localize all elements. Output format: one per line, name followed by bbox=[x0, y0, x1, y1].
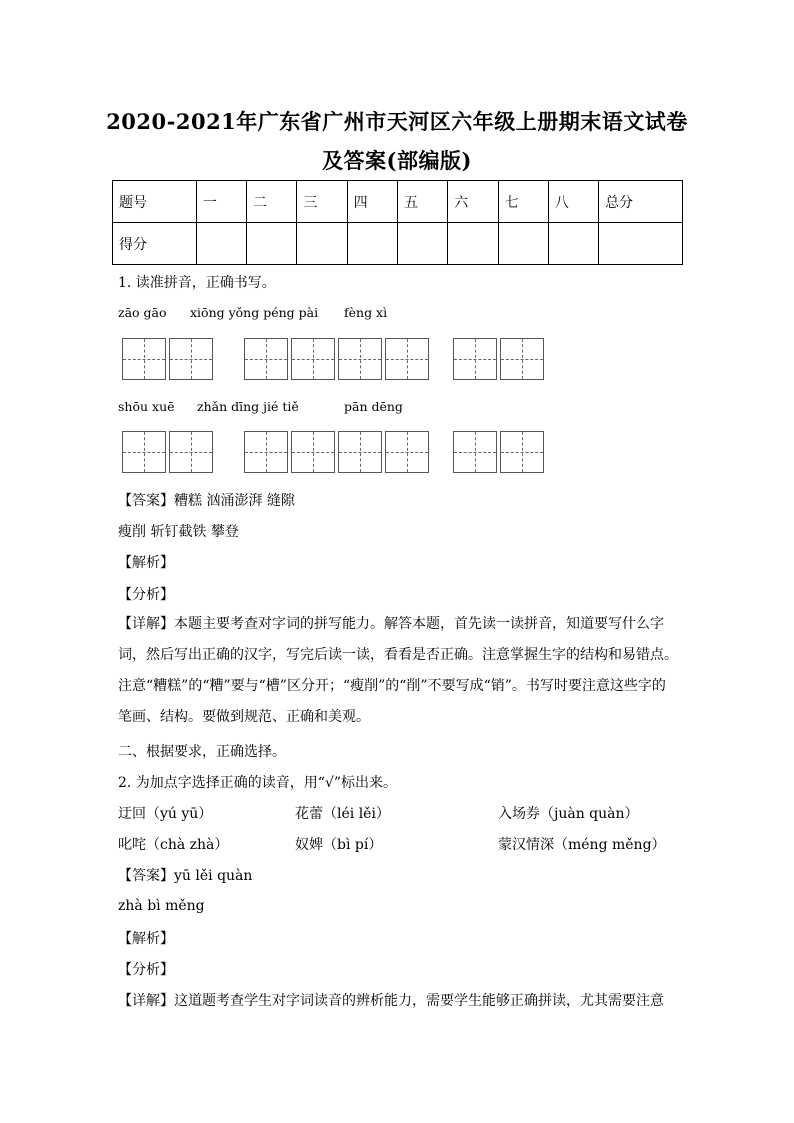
q2-option: 迂回（yú yū） bbox=[118, 806, 213, 822]
score-cell[interactable] bbox=[498, 223, 548, 265]
section-2-heading: 二、根据要求，正确选择。 bbox=[118, 744, 286, 760]
q2-fenxi-label: 【分析】 bbox=[118, 962, 174, 978]
score-header-cell: 八 bbox=[548, 181, 598, 223]
score-row-label: 得分 bbox=[113, 223, 197, 265]
q2-answer: 【答案】yū lěi quàn bbox=[118, 868, 253, 884]
pinyin-label: shōu xuē bbox=[118, 399, 175, 414]
writing-box[interactable] bbox=[338, 338, 382, 380]
q2-option: 蒙汉情深（méng měng） bbox=[498, 837, 666, 853]
score-cell[interactable] bbox=[196, 223, 246, 265]
score-table-score-row bbox=[113, 223, 683, 265]
score-cell[interactable] bbox=[397, 223, 447, 265]
q1-detail: 【详解】本题主要考查对字词的拼写能力。解答本题，首先读一读拼音，知道要写什么字词，然后写出正确的汉字，写完后读一读，看看是否正确。注意掌握生字的结构和易错点。注意“糟糕”的“糟”要与“槽”区分开；“瘦削”的“削”不要写成“销”。书写时要注意这些字的笔画、结构。要做到规范、正确和美观。 bbox=[118, 616, 678, 725]
writing-box[interactable] bbox=[244, 338, 288, 380]
q2-prompt: 2. 为加点字选择正确的读音，用“√”标出来。 bbox=[118, 775, 398, 791]
q1-analysis-label: 【解析】 bbox=[118, 555, 174, 571]
q1-prompt: 1. 读准拼音，正确书写。 bbox=[118, 275, 276, 291]
writing-box[interactable] bbox=[169, 338, 213, 380]
writing-box[interactable] bbox=[385, 431, 429, 473]
q1-fenxi-label: 【分析】 bbox=[118, 587, 174, 603]
writing-box[interactable] bbox=[453, 338, 497, 380]
score-header-cell: 题号 bbox=[113, 181, 197, 223]
writing-box[interactable] bbox=[453, 431, 497, 473]
score-header-cell: 总分 bbox=[599, 181, 683, 223]
q2-option: 叱咤（chà zhà） bbox=[118, 837, 229, 853]
writing-box[interactable] bbox=[122, 431, 166, 473]
q2-option: 奴婢（bì pí） bbox=[295, 837, 383, 853]
writing-box[interactable] bbox=[169, 431, 213, 473]
score-header-cell: 五 bbox=[397, 181, 447, 223]
writing-box[interactable] bbox=[291, 431, 335, 473]
pinyin-label: zāo gāo bbox=[118, 305, 167, 320]
writing-box[interactable] bbox=[500, 431, 544, 473]
q2-detail: 【详解】这道题考查学生对字词读音的辨析能力，需要学生能够正确拼读，尤其需要注意 bbox=[118, 993, 664, 1009]
writing-box[interactable] bbox=[122, 338, 166, 380]
q2-answer-cont: zhà bì měng bbox=[118, 898, 205, 914]
score-header-cell: 一 bbox=[196, 181, 246, 223]
score-header-cell: 四 bbox=[347, 181, 397, 223]
score-header-cell: 六 bbox=[448, 181, 498, 223]
q2-option: 入场券（juàn quàn） bbox=[498, 806, 639, 822]
q1-answer: 【答案】糟糕 汹涌澎湃 缝隙 bbox=[118, 493, 295, 509]
document-subtitle: 及答案(部编版) bbox=[322, 148, 472, 173]
q1-answer-cont: 瘦削 斩钉截铁 攀登 bbox=[118, 524, 239, 540]
writing-box[interactable] bbox=[291, 338, 335, 380]
score-table bbox=[112, 180, 683, 265]
score-cell[interactable] bbox=[548, 223, 598, 265]
writing-box[interactable] bbox=[385, 338, 429, 380]
pinyin-label: fèng xì bbox=[344, 305, 388, 320]
q2-analysis-label: 【解析】 bbox=[118, 931, 174, 947]
score-cell[interactable] bbox=[297, 223, 347, 265]
writing-box[interactable] bbox=[338, 431, 382, 473]
score-cell[interactable] bbox=[448, 223, 498, 265]
pinyin-label: xiōng yǒng péng pài bbox=[190, 305, 319, 320]
score-cell[interactable] bbox=[247, 223, 297, 265]
score-header-cell: 三 bbox=[297, 181, 347, 223]
writing-box[interactable] bbox=[244, 431, 288, 473]
score-header-cell: 七 bbox=[498, 181, 548, 223]
score-header-cell: 二 bbox=[247, 181, 297, 223]
writing-box[interactable] bbox=[500, 338, 544, 380]
q2-option: 花蕾（léi lěi） bbox=[295, 806, 390, 822]
document-title: 2020-2021年广东省广州市天河区六年级上册期末语文试卷 bbox=[106, 109, 688, 134]
score-table-header-row bbox=[113, 181, 683, 223]
pinyin-label: zhǎn dīng jié tiě bbox=[197, 399, 299, 414]
pinyin-label: pān dēng bbox=[344, 399, 403, 414]
score-cell[interactable] bbox=[347, 223, 397, 265]
score-cell[interactable] bbox=[599, 223, 683, 265]
